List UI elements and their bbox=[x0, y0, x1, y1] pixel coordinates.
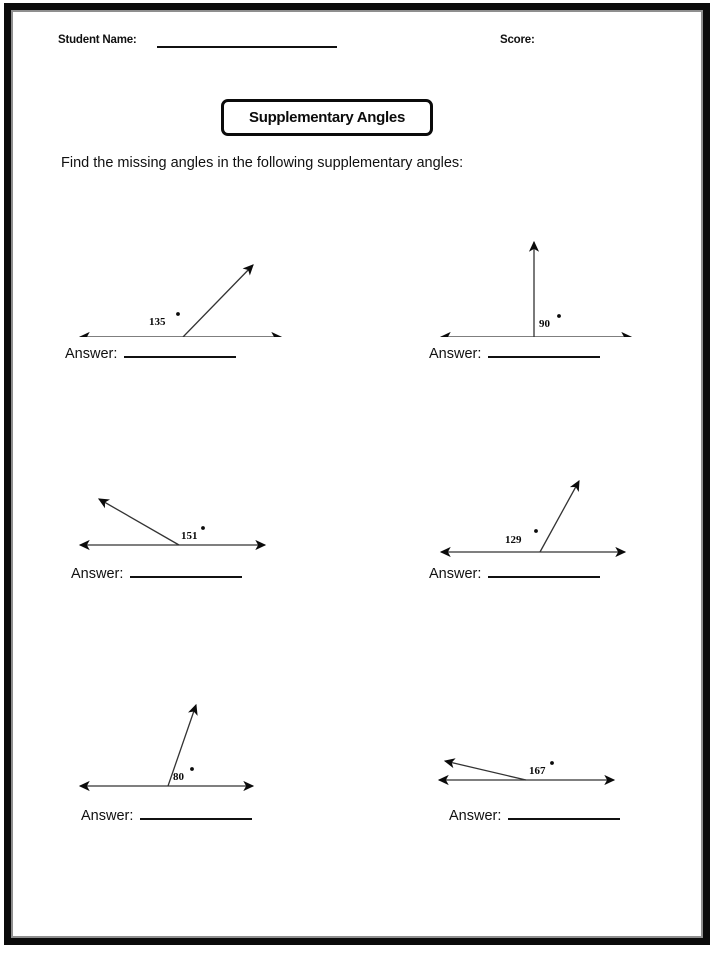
angle-value-1: 135 bbox=[149, 316, 166, 328]
answer-row-5 bbox=[81, 805, 252, 824]
degree-dot-1 bbox=[176, 312, 180, 316]
answer-row-2 bbox=[429, 343, 600, 362]
answer-blank-2[interactable] bbox=[488, 343, 600, 358]
degree-dot-3 bbox=[201, 526, 205, 530]
angle-diagram-1 bbox=[53, 217, 353, 337]
angle-diagram-3 bbox=[53, 437, 353, 557]
answer-blank-1[interactable] bbox=[124, 343, 236, 358]
angle-value-5: 80 bbox=[173, 771, 184, 783]
degree-dot-2 bbox=[557, 314, 561, 318]
angle-diagram-2 bbox=[417, 217, 701, 337]
answer-row-3 bbox=[71, 563, 242, 582]
score-label: Score: bbox=[500, 34, 535, 46]
angle-value-3: 151 bbox=[181, 530, 198, 542]
student-name-label: Student Name: bbox=[58, 34, 137, 46]
answer-label-2: Answer: bbox=[429, 346, 482, 362]
angle-diagram-4 bbox=[417, 437, 701, 557]
answer-label-5: Answer: bbox=[81, 808, 134, 824]
degree-dot-5 bbox=[190, 767, 194, 771]
answer-label-3: Answer: bbox=[71, 566, 124, 582]
problem-grid bbox=[13, 12, 701, 936]
instructions-text: Find the missing angles in the following supplementary angles: bbox=[61, 155, 464, 171]
page-title: Supplementary Angles bbox=[249, 109, 405, 126]
answer-blank-6[interactable] bbox=[508, 805, 620, 820]
angle-value-6: 167 bbox=[529, 765, 546, 777]
degree-dot-4 bbox=[534, 529, 538, 533]
angle-diagram-6 bbox=[417, 657, 701, 797]
angle-diagram-5 bbox=[53, 657, 353, 797]
page-content bbox=[13, 12, 701, 936]
answer-blank-5[interactable] bbox=[140, 805, 252, 820]
answer-row-6 bbox=[449, 805, 620, 824]
degree-dot-6 bbox=[550, 761, 554, 765]
answer-label-6: Answer: bbox=[449, 808, 502, 824]
answer-row-1 bbox=[65, 343, 236, 362]
answer-label-4: Answer: bbox=[429, 566, 482, 582]
answer-blank-3[interactable] bbox=[130, 563, 242, 578]
answer-blank-4[interactable] bbox=[488, 563, 600, 578]
answer-label-1: Answer: bbox=[65, 346, 118, 362]
angle-value-4: 129 bbox=[505, 534, 522, 546]
angle-value-2: 90 bbox=[539, 318, 550, 330]
answer-row-4 bbox=[429, 563, 600, 582]
